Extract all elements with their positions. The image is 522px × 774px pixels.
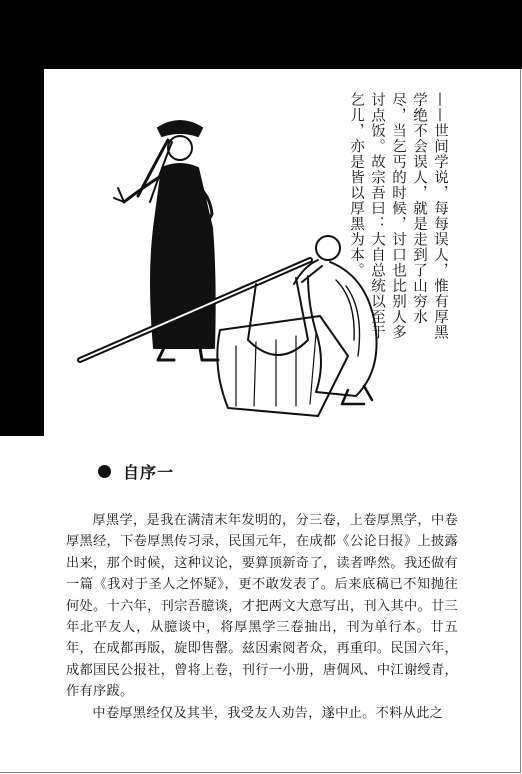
- bullet-icon: [98, 465, 111, 478]
- illustration-caption: ——世间学说，每每误人，惟有厚黑学绝不会误人，就是走到了山穷水尽，当乞丐的时候，讨口也比别人多讨点饭。故宗吾曰：大自总统以至于乞儿，亦是皆以厚黑为本。: [348, 92, 448, 340]
- paragraph-1: 厚黑学，是我在满清末年发明的，分三卷，上卷厚黑学，中卷厚黑经，下卷厚黑传习录，民国元年，在成都《公论日报》上披露出来，那个时候，这种议论，要算顶新奇了，读者哗然。我还做有一篇《我对于圣人之怀疑》，更不敢发表了。后来底稿已不知抛往何处。十六年，刊宗吾臆谈，才把两文大意写出，刊入其中。廿三年北平友人，从臆谈中，将厚黑学三卷抽出，刊为单行本。廿五年，在成都再版，旋即售罄。兹因索阅者众，再重印。民国六年，成都国民公报社，曾将上卷，刊行一小册，唐倜风、中江谢绶青，作有序跋。: [66, 513, 458, 700]
- section-header: [98, 460, 174, 483]
- illustration: [60, 90, 390, 420]
- body-text: [66, 510, 458, 724]
- paragraph-2: 中卷厚黑经仅及其半，我受友人劝告，遂中止。不料从此之: [92, 705, 444, 721]
- section-title: 自序一: [123, 463, 175, 482]
- top-black-bar: [0, 0, 522, 69]
- left-black-bar: [0, 0, 44, 436]
